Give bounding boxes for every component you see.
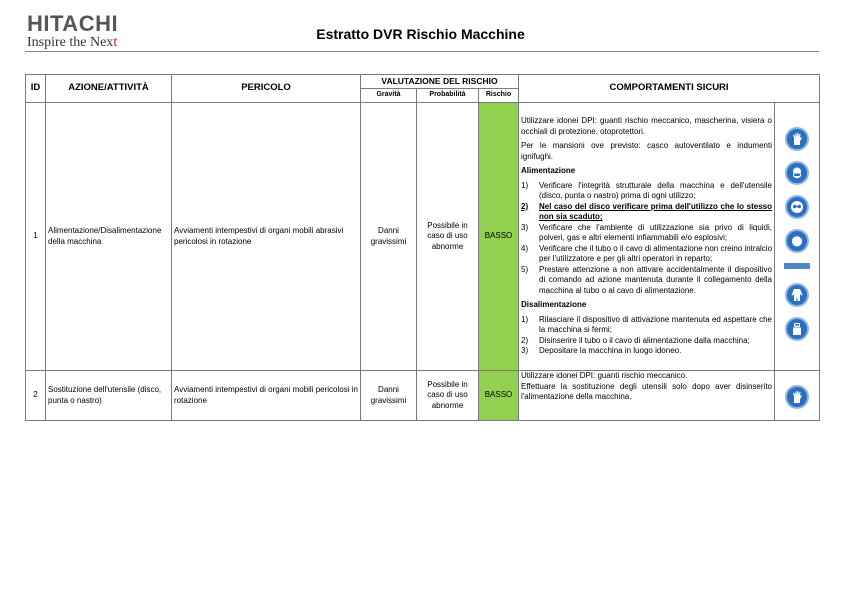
list-item-text: Depositare la macchina in luogo idoneo. bbox=[539, 346, 682, 356]
row-gravita: Danni gravissimi bbox=[361, 103, 417, 371]
list-item bbox=[521, 346, 772, 357]
row-rischio-badge: BASSO bbox=[479, 103, 519, 371]
header-comportamenti: COMPORTAMENTI SICURI bbox=[519, 75, 820, 103]
header-azione: AZIONE/ATTIVITÀ bbox=[46, 75, 172, 103]
list-item-number: 5) bbox=[521, 264, 529, 274]
section-disalimentazione: Disalimentazione bbox=[521, 300, 587, 310]
row-pericolo: Avviamenti intempestivi di organi mobili abrasivi pericolosi in rotazione bbox=[172, 103, 361, 371]
header-rischio: Rischio bbox=[479, 89, 519, 103]
logo-tagline-text: Inspire the Nex bbox=[27, 35, 114, 50]
list-item-text: Verificare l'integrità strutturale della macchina e dell'utensile (disco, punta o nastro) prima di ogni utilizzo; bbox=[539, 180, 772, 201]
header-probabilita: Probabilità bbox=[417, 89, 479, 103]
list-item bbox=[521, 265, 772, 297]
row-comportamenti bbox=[519, 371, 775, 421]
list-item-number: 1) bbox=[521, 180, 529, 190]
list-item bbox=[521, 202, 772, 223]
risk-table bbox=[25, 74, 820, 421]
row-pericolo: Avviamenti intempestivi di organi mobili pericolosi in rotazione bbox=[172, 371, 361, 421]
goggles-icon bbox=[785, 195, 809, 219]
list-item-text: Verificare che il tubo o il cavo di alimentazione non creino intralcio per l'utilizzatore e per gli altri operatori in reparto; bbox=[539, 243, 773, 264]
section-alimentazione: Alimentazione bbox=[521, 166, 576, 176]
gloves-icon bbox=[785, 385, 809, 409]
list-item-text: Disinserire il tubo o il cavo di alimentazione dalla macchina; bbox=[539, 335, 750, 345]
row-id: 1 bbox=[26, 103, 46, 371]
logo-tagline-accent: t bbox=[113, 35, 118, 50]
list-item-number: 2) bbox=[521, 335, 529, 345]
comportamenti-dpi: Utilizzare idonei DPI: guanti rischio meccanico. bbox=[521, 371, 688, 380]
comportamenti-sostituzione: Effettuare la sostituzione degli utensili solo dopo aver disinserito l'alimentazione della macchina. bbox=[521, 381, 772, 401]
row-id: 2 bbox=[26, 371, 46, 421]
table-row bbox=[26, 371, 820, 421]
row-probabilita: Possibile in caso di uso abnorme bbox=[417, 103, 479, 371]
list-item-text: Nel caso del disco verificare prima dell'utilizzo che lo stesso non sia scaduto; bbox=[539, 201, 772, 222]
comportamenti-dpi: Utilizzare idonei DPI: guanti rischio meccanico, mascherina, visiera o occhiali di protezione, otoprotettori. bbox=[521, 116, 772, 136]
header-valutazione: VALUTAZIONE DEL RISCHIO bbox=[361, 75, 519, 89]
list-item bbox=[521, 315, 772, 336]
row-azione: Sostituzione dell'utensile (disco, punta o nastro) bbox=[46, 371, 172, 421]
list-item-text: Prestare attenzione a non attivare accidentalmente il dispositivo di comando ad azione mantenuta durante il collegamento della macchina al tubo o al cavo di alimentazione. bbox=[539, 264, 772, 295]
list-item-text: Verificare che l'ambiente di utilizzazione sia privo di liquidi, polveri, gas e altri elementi infiammabili e/o esplosivi; bbox=[539, 222, 772, 243]
coverall-icon bbox=[785, 283, 809, 307]
row-rischio-badge: BASSO bbox=[479, 371, 519, 421]
gloves-icon bbox=[785, 127, 809, 151]
list-item-number: 3) bbox=[521, 222, 529, 232]
list-item-text: Rilasciare il dispositivo di attivazione mantenuta ed aspettare che la macchina si fermi; bbox=[539, 314, 772, 335]
row-gravita: Danni gravissimi bbox=[361, 371, 417, 421]
comportamenti-mansioni: Per le mansioni ove previsto: casco autoventilato e indumenti ignifughi. bbox=[521, 141, 772, 161]
header-id: ID bbox=[26, 75, 46, 103]
row-dpi-icons bbox=[775, 103, 820, 371]
page-title: Estratto DVR Rischio Macchine bbox=[316, 26, 525, 42]
header-gravita: Gravità bbox=[361, 89, 417, 103]
list-item-number: 3) bbox=[521, 346, 529, 356]
row-azione: Alimentazione/Disalimentazione della macchina bbox=[46, 103, 172, 371]
list-item-number: 4) bbox=[521, 243, 529, 253]
list-item bbox=[521, 181, 772, 202]
list-item bbox=[521, 244, 772, 265]
fireproof-suit-icon bbox=[785, 317, 809, 341]
list-item bbox=[521, 223, 772, 244]
separator-bar bbox=[784, 263, 810, 269]
list-item-number: 2) bbox=[521, 201, 529, 211]
logo-main-text: HITACHI bbox=[27, 11, 119, 36]
table-row bbox=[26, 103, 820, 371]
ear-protection-icon bbox=[785, 229, 809, 253]
mask-icon bbox=[785, 161, 809, 185]
row-probabilita: Possibile in caso di uso abnorme bbox=[417, 371, 479, 421]
list-item-number: 1) bbox=[521, 314, 529, 324]
row-dpi-icons bbox=[775, 371, 820, 421]
list-item bbox=[521, 336, 772, 347]
header-divider bbox=[25, 51, 819, 52]
header-pericolo: PERICOLO bbox=[172, 75, 361, 103]
row-comportamenti bbox=[519, 103, 775, 371]
